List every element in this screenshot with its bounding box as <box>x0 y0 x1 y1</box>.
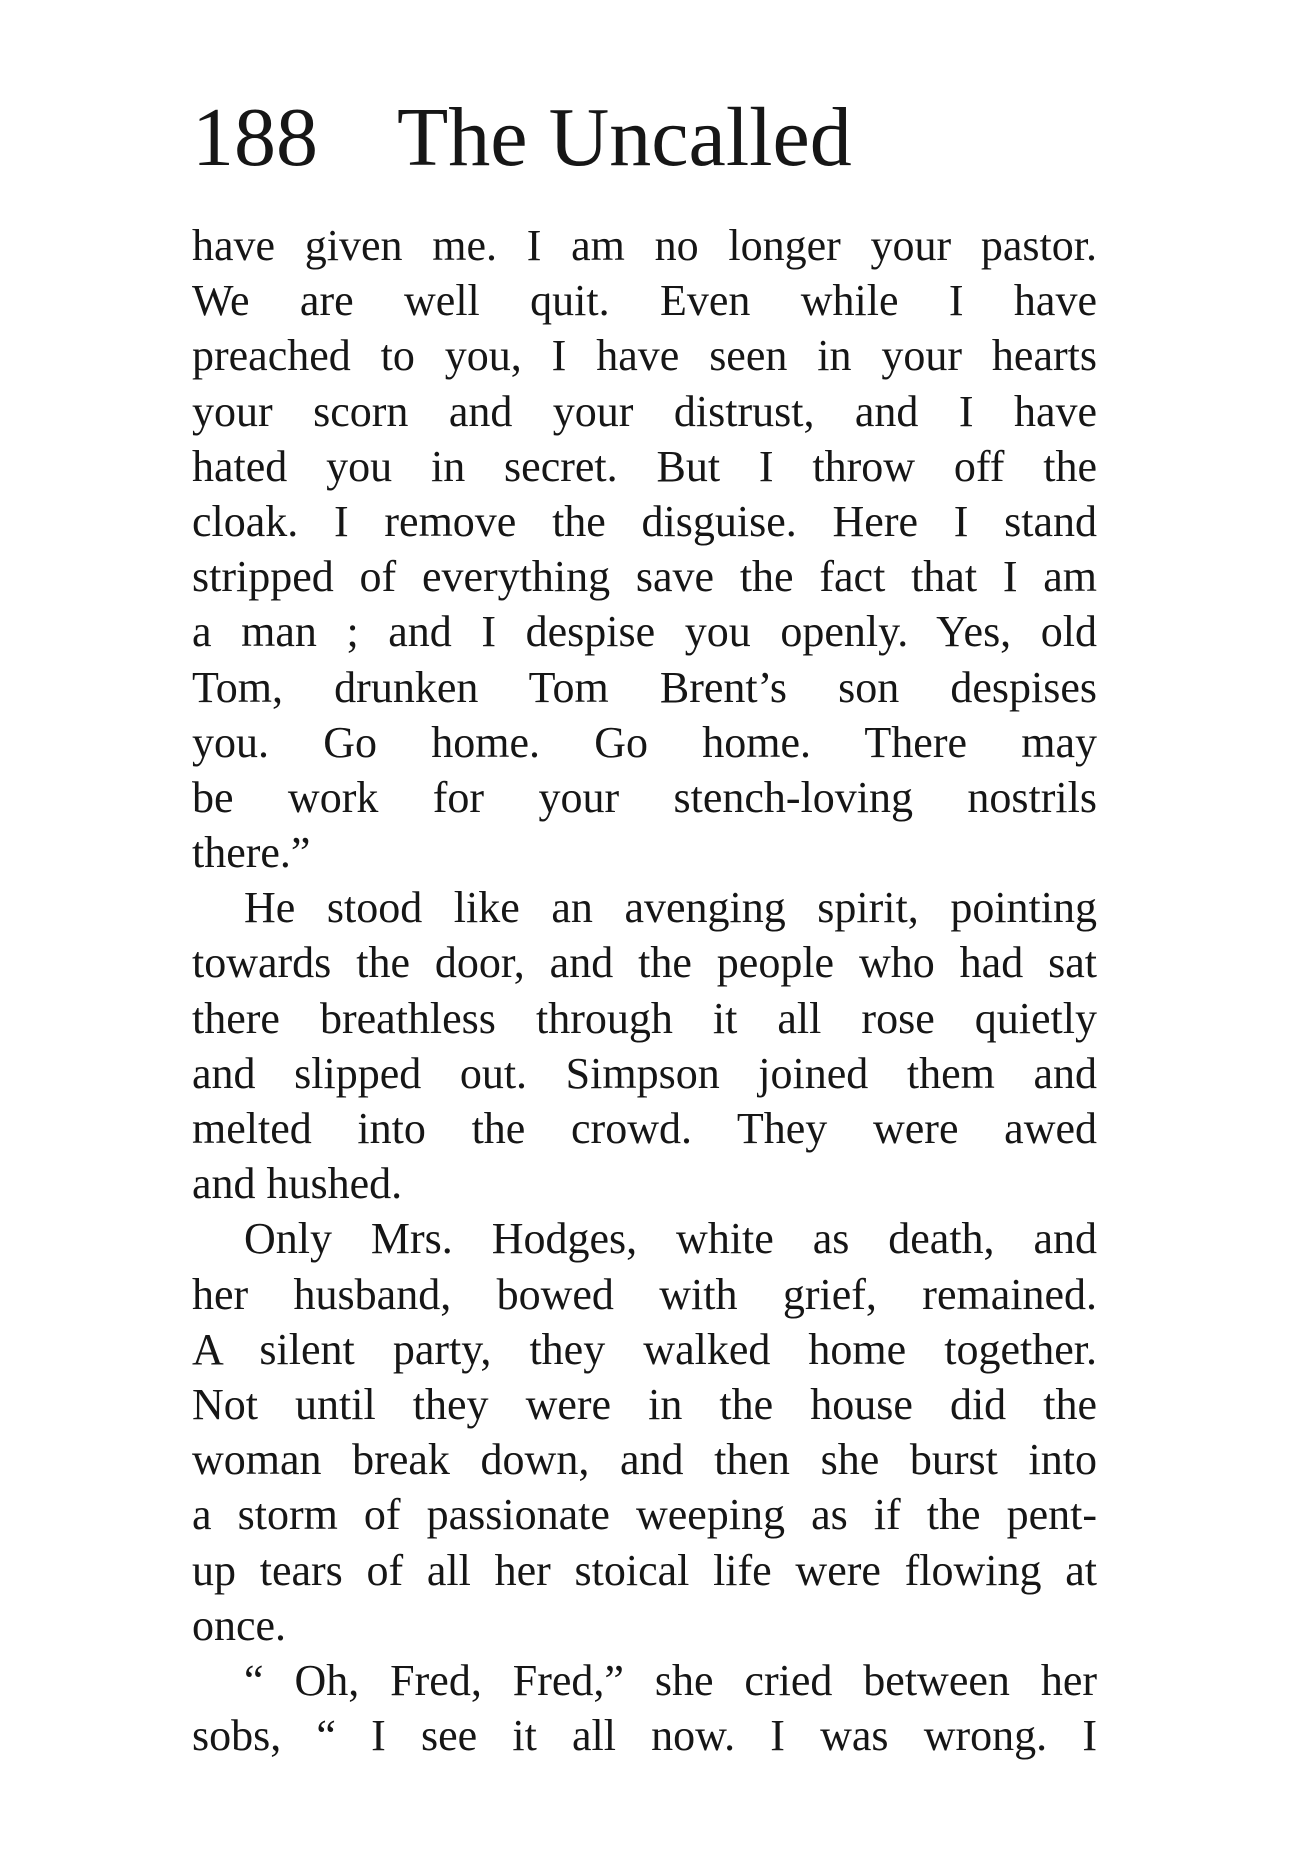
page-header <box>192 88 1132 188</box>
text-line: a man ; and I despise you openly. Yes, old <box>192 607 1097 657</box>
text-line: “ Oh, Fred, Fred,” she cried between her <box>244 1655 1097 1705</box>
text-line: be work for your stench-loving nostrils <box>192 772 1097 822</box>
text-line: Only Mrs. Hodges, white as death, and <box>244 1214 1097 1264</box>
text-line: woman break down, and then she burst into <box>192 1435 1097 1485</box>
text-line: there.” <box>192 828 311 878</box>
text-line: and hushed. <box>192 1159 403 1209</box>
page-number: 188 <box>192 91 318 184</box>
text-line: A silent party, they walked home together. <box>192 1324 1097 1374</box>
text-line: He stood like an avenging spirit, pointing <box>244 883 1097 933</box>
text-line: a storm of passionate weeping as if the pent- <box>192 1490 1097 1540</box>
text-line: sobs, “ I see it all now. I was wrong. I <box>192 1711 1097 1761</box>
text-line: cloak. I remove the disguise. Here I stand <box>192 496 1097 546</box>
text-line: you. Go home. Go home. There may <box>192 717 1097 767</box>
text-line: We are well quit. Even while I have <box>192 276 1097 326</box>
text-line: her husband, bowed with grief, remained. <box>192 1269 1097 1319</box>
text-line: towards the door, and the people who had sat <box>192 938 1097 988</box>
text-line: melted into the crowd. They were awed <box>192 1104 1097 1153</box>
text-line: have given me. I am no longer your pastor. <box>192 221 1097 270</box>
text-line: Not until they were in the house did the <box>192 1379 1097 1429</box>
text-line: up tears of all her stoical life were flowing at <box>192 1545 1097 1595</box>
text-line: preached to you, I have seen in your hearts <box>192 331 1097 381</box>
text-line: your scorn and your distrust, and I have <box>192 386 1097 436</box>
text-line: stripped of everything save the fact that I am <box>192 552 1097 602</box>
text-line: there breathless through it all rose quietly <box>192 993 1097 1043</box>
body-text <box>192 218 1097 1763</box>
text-line: once. <box>192 1600 287 1650</box>
text-line: hated you in secret. But I throw off the <box>192 441 1097 491</box>
running-title: The Uncalled <box>397 91 852 184</box>
text-line: Tom, drunken Tom Brent’s son despises <box>192 662 1097 712</box>
text-line: and slipped out. Simpson joined them and <box>192 1048 1097 1098</box>
